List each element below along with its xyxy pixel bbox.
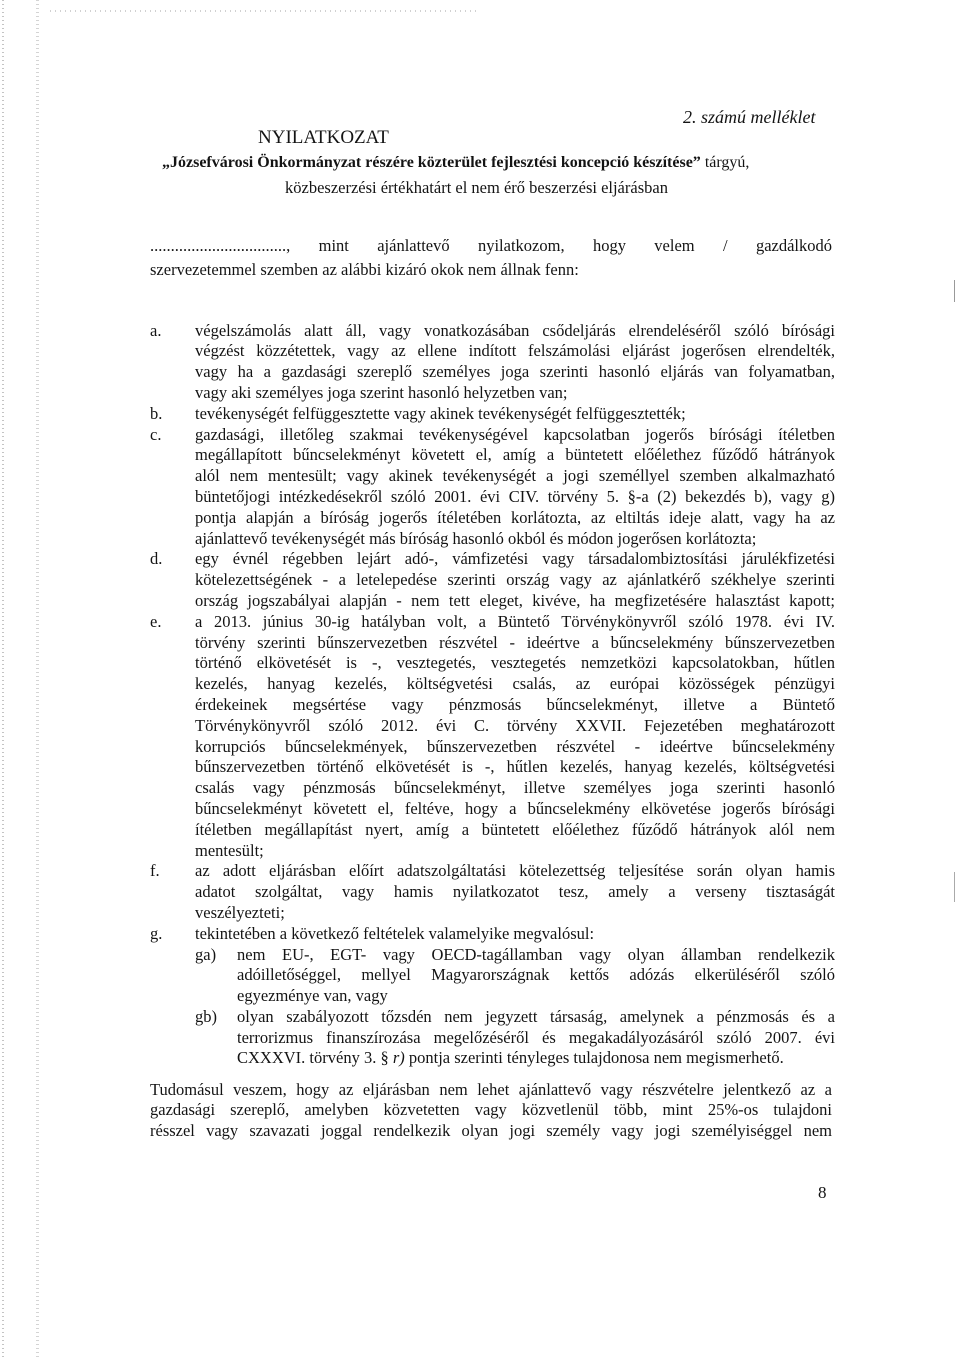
item-text — [195, 321, 835, 404]
text-line: vagy ha a gazdasági szereplő személyes joga szerinti hasonló eljárás van folyamatban, — [195, 362, 835, 382]
subitem-ga — [195, 945, 835, 1007]
item-text — [195, 924, 835, 1070]
text-line: érdekeinek megsértése vagy pénzmosás bűncselekményt, illetve a Büntető — [195, 694, 835, 714]
item-marker: f. — [150, 861, 160, 881]
text-line: pontja alapján a bíróság jogerős ítéletében korlátozta, az eltiltás ideje alatt, vagy ha az — [195, 507, 835, 527]
item-marker: e. — [150, 611, 162, 631]
text-line: Tudomásul veszem, hogy az eljárásban nem lehet ajánlattevő vagy részvételre jelentkező az a — [150, 1079, 832, 1099]
subject-suffix: tárgyú, — [700, 154, 750, 171]
text-line: adatot szolgáltat, vagy hamis nyilatkozatot tesz, amely a verseny tisztaságát — [195, 882, 835, 902]
text-line: tekintetében a következő feltételek valamelyike megvalósul: — [195, 923, 595, 943]
list-item-f — [150, 861, 835, 923]
intro-line: ................................., mint ajánlattevő nyilatkozom, hogy velem / gazdálkodó — [150, 235, 832, 255]
list-item-a — [150, 321, 835, 404]
item-text — [195, 861, 835, 923]
intro-line: szervezetemmel szemben az alábbi kizáró okok nem állnak fenn: — [150, 259, 579, 279]
text-line: egy évnél régebben lejárt adó-, vámfizetési vagy társadalombiztosítási járulékfizetési — [195, 549, 835, 569]
text-line: csalás vagy pénzmosás bűncselekményt, illetve személyes joga szerinti hasonló — [195, 778, 835, 798]
item-text — [195, 425, 835, 550]
text-line — [237, 1048, 835, 1069]
text-line: törvény szerinti bűnszervezetben részvétel - ideértve a bűncselekmény bűnszervezetben — [195, 632, 835, 652]
list-item-e — [150, 612, 835, 862]
text-line: egyezménye van, vagy — [237, 986, 388, 1006]
text-line: bűnszervezetben történő elkövetését is -, hűtlen kezelés, hanyag kezelés, költségvetési — [195, 757, 835, 777]
text-line: ítéletben megállapítást nyert, amíg a büntetett előélethez fűződő hátrányok alól nem — [195, 819, 835, 839]
text-line: megállapított bűncselekményt követett el, amíg a büntetett előélethez fűződő hátrányok — [195, 445, 835, 465]
item-marker: g. — [150, 923, 163, 943]
text-line: történő elkövetését is -, vesztegetés, vesztegetés nemzetközi kapcsolatokban, hűtlen — [195, 653, 835, 673]
text-before: CXXXVI. törvény 3. § — [237, 1048, 393, 1068]
text-line: bűncselekményt követett el, feltéve, hogy a bűncselekmény elkövetése jogerős bírósági — [195, 798, 835, 818]
text-line: Törvénykönyvről szóló 2012. évi C. törvény XXVII. Fejezetében meghatározott — [195, 715, 835, 735]
scan-mark — [954, 280, 955, 302]
text-line: kötelezettségének - a letelepedése szerinti ország vagy az ajánlatkérő székhelye szerinti — [195, 570, 835, 590]
item-marker: b. — [150, 403, 163, 423]
italic-reference: r) — [392, 1048, 405, 1068]
text-line: végelszámolás alatt áll, vagy vonatkozásában csődeljárás elrendeléséről szóló bírósági — [195, 320, 835, 340]
item-marker: d. — [150, 549, 163, 569]
text-line: terrorizmus finanszírozása megelőzéséről és megakadályozásáról szóló 2007. évi — [237, 1027, 835, 1047]
annex-label: 2. számú melléklet — [683, 107, 816, 127]
text-line: veszélyezteti; — [195, 902, 285, 922]
item-text — [195, 612, 835, 862]
closing-paragraph — [150, 1080, 832, 1142]
text-line: kezelés, hanyag kezelés, költségvetési csalás, az európai közösségek pénzügyi — [195, 674, 835, 694]
text-line: ajánlattevő tevékenységét más bíróság hasonló okból és módon jogerősen korlátozta; — [195, 528, 757, 548]
text-line: mentesült; — [195, 840, 264, 860]
text-line: végzést közzétettek, vagy az ellene indított felszámolási eljárást jogerősen elrendelték, — [195, 341, 835, 361]
text-line: résszel vagy szavazati joggal rendelkezik olyan jogi személy vagy jogi személyiséggel nem — [150, 1121, 832, 1141]
text-line: olyan szabályozott tőzsdén nem jegyzett társaság, amelynek a pénzmosás és a — [237, 1006, 835, 1026]
subject-line — [162, 152, 749, 173]
document-title: NYILATKOZAT — [258, 127, 389, 148]
text-line: alól nem mentesült; vagy akinek tevékenységét a jogi személlyel szemben alkalmazható — [195, 466, 835, 486]
text-line: gazdasági szereplő, amelyben közvetetten vagy közvetlenül több, mint 25%-os tulajdoni — [150, 1100, 832, 1120]
item-text — [195, 549, 835, 611]
subitem-text — [237, 1007, 835, 1069]
text-line: gazdasági, illetőleg szakmai tevékenységével kapcsolatban jogerős bírósági ítéletben — [195, 424, 835, 444]
intro-declaration — [150, 234, 832, 282]
subject-bold: „Józsefvárosi Önkormányzat részére közterület fejlesztési koncepció készítése” — [162, 154, 701, 171]
text-line: tevékenységét felfüggesztette vagy akinek tevékenységét felfüggesztették; — [195, 403, 686, 423]
text-line: vagy aki személyes joga szerint hasonló helyzetben van; — [195, 382, 568, 402]
subitem-gb — [195, 1007, 835, 1069]
text-line: adóilletőséggel, mellyel Magyarországnak kettős adózás elkerüléséről szóló — [237, 965, 835, 985]
scan-mark — [954, 872, 955, 902]
procedure-line: közbeszerzési értékhatárt el nem érő beszerzési eljárásban — [285, 177, 668, 197]
text-line: nem EU-, EGT- vagy OECD-tagállamban vagy olyan államban rendelkezik — [237, 944, 835, 964]
text-after: pontja szerinti tényleges tulajdonosa nem megismerhető. — [404, 1048, 784, 1068]
list-item-d — [150, 549, 835, 611]
item-marker: c. — [150, 424, 162, 444]
list-item-c — [150, 425, 835, 550]
text-line: az adott eljárásban előírt adatszolgáltatási kötelezettség teljesítése során olyan hamis — [195, 861, 835, 881]
subitem-marker: gb) — [195, 1006, 217, 1026]
item-marker: a. — [150, 320, 162, 340]
scan-edge-noise — [2, 0, 4, 1358]
subitem-text — [237, 945, 835, 1007]
page-number: 8 — [818, 1183, 827, 1202]
exclusion-grounds-list — [150, 321, 835, 1070]
item-text — [195, 404, 835, 425]
text-line: büntetőjogi intézkedésekről szóló 2001. évi CIV. törvény 5. §-a (2) bekezdés b), vagy g) — [195, 486, 835, 506]
scan-top-noise — [50, 10, 480, 12]
list-item-b — [150, 404, 835, 425]
text-line: a 2013. június 30-ig hatályban volt, a Büntető Törvénykönyvről szóló 1978. évi IV. — [195, 611, 835, 631]
scan-edge-noise — [36, 0, 39, 1358]
subitem-marker: ga) — [195, 944, 217, 964]
text-line: ország jogszabályai alapján - nem tett eleget, kivéve, ha megfizetésére halasztást kapott; — [195, 590, 835, 610]
list-item-g — [150, 924, 835, 1070]
text-line: korrupciós bűncselekmények, bűnszervezetben részvétel - ideértve bűncselekmény — [195, 736, 835, 756]
